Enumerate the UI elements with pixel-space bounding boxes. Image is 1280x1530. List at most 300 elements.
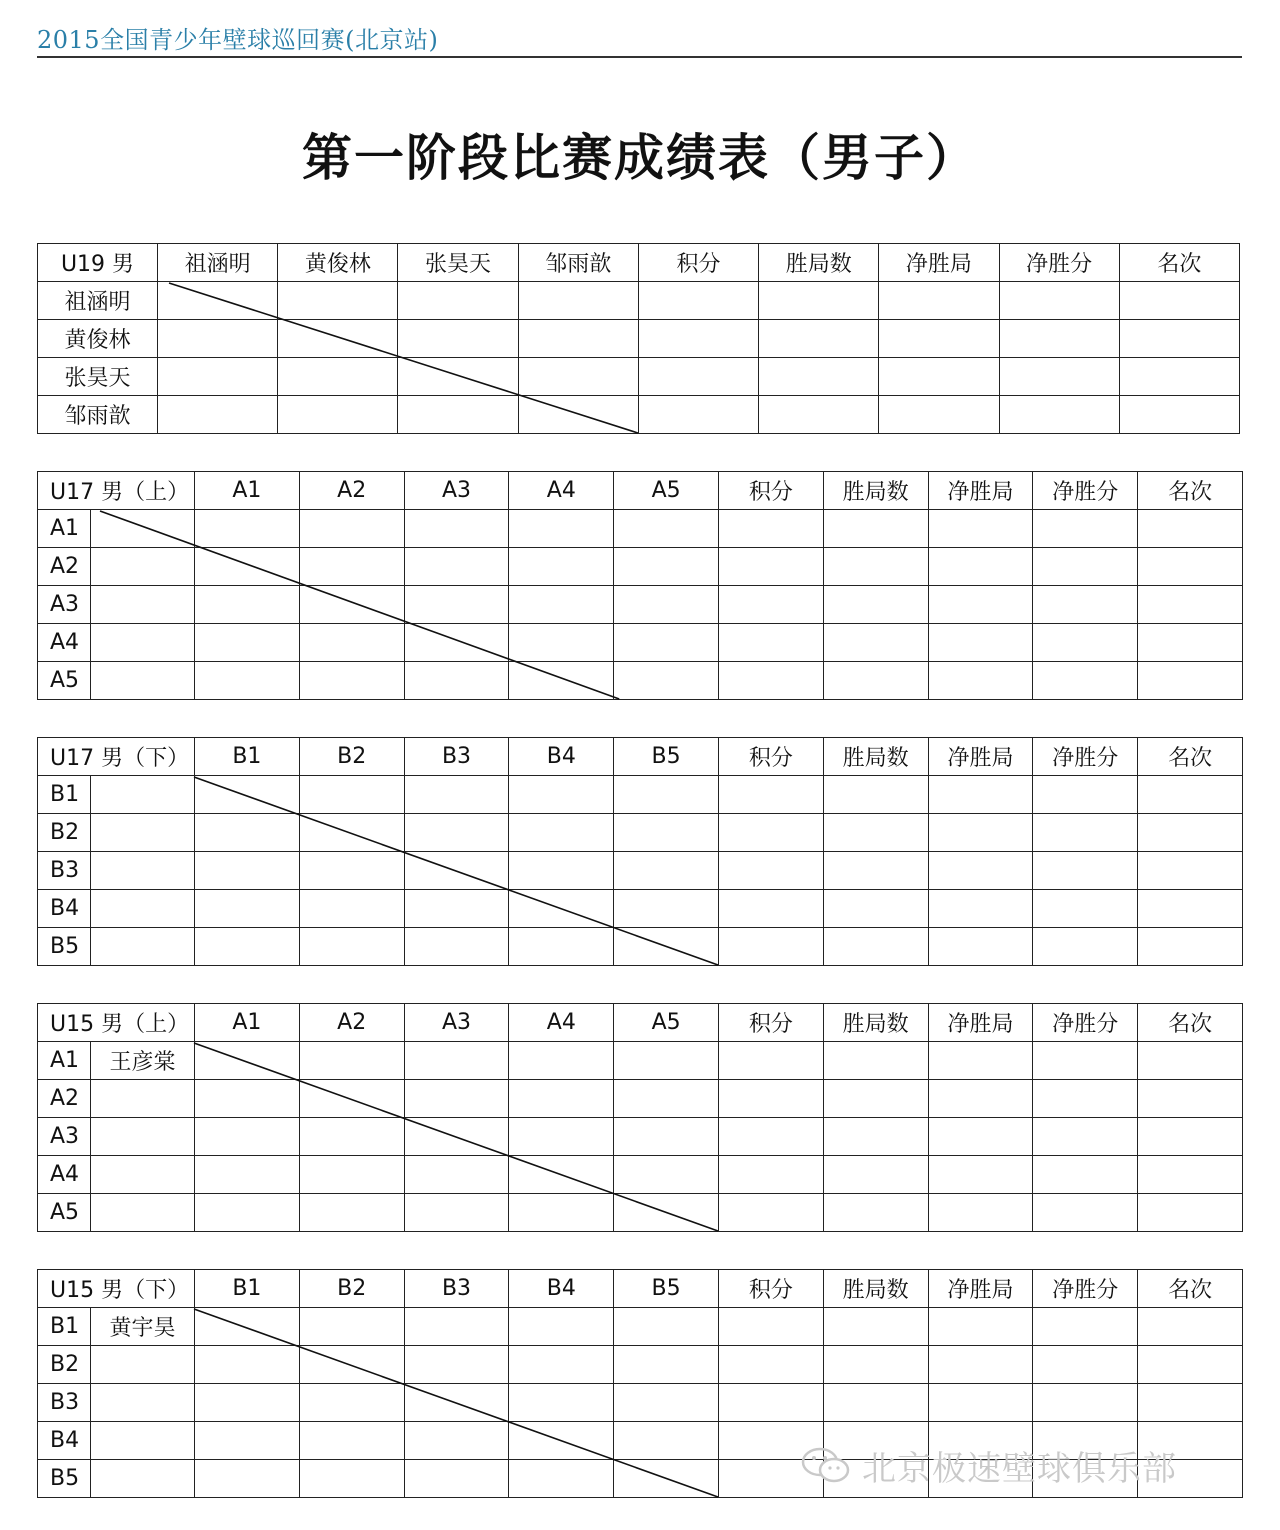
group-label: U17 男（下） xyxy=(38,738,195,776)
match-score-cell xyxy=(404,1194,509,1232)
stat-column-header: 净胜分 xyxy=(1033,1004,1138,1042)
row-label: B4 xyxy=(38,1422,91,1460)
match-score-cell xyxy=(614,1422,719,1460)
match-score-cell xyxy=(195,1422,300,1460)
stat-cell xyxy=(879,282,999,320)
player-column-header: B3 xyxy=(404,1270,509,1308)
row-label: 邹雨歆 xyxy=(38,396,158,434)
stat-cell xyxy=(1033,1346,1138,1384)
stat-column-header: 胜局数 xyxy=(823,1004,928,1042)
stat-cell xyxy=(1033,852,1138,890)
match-score-cell xyxy=(299,1308,404,1346)
match-score-cell xyxy=(195,1194,300,1232)
stat-cell xyxy=(999,282,1119,320)
match-score-cell xyxy=(299,1118,404,1156)
stat-cell xyxy=(1033,1080,1138,1118)
match-score-cell xyxy=(299,1346,404,1384)
stat-cell xyxy=(1119,282,1239,320)
stat-cell xyxy=(928,852,1033,890)
stat-column-header: 净胜局 xyxy=(928,738,1033,776)
match-score-cell xyxy=(509,1080,614,1118)
match-score-cell xyxy=(518,282,638,320)
match-score-cell xyxy=(509,662,614,700)
stat-cell xyxy=(718,1308,823,1346)
match-score-cell xyxy=(509,890,614,928)
stat-cell xyxy=(879,320,999,358)
match-score-cell xyxy=(614,1118,719,1156)
match-score-cell xyxy=(299,624,404,662)
player-column-header: A2 xyxy=(299,1004,404,1042)
match-score-cell xyxy=(195,1118,300,1156)
match-score-cell xyxy=(158,358,278,396)
player-name-cell xyxy=(91,624,195,662)
stat-column-header: 净胜局 xyxy=(879,244,999,282)
match-score-cell xyxy=(195,928,300,966)
stat-cell xyxy=(1033,1308,1138,1346)
stat-column-header: 积分 xyxy=(638,244,758,282)
stat-cell xyxy=(1138,776,1243,814)
stat-cell xyxy=(759,396,879,434)
player-name-cell xyxy=(91,662,195,700)
table-row xyxy=(38,1194,1243,1232)
match-score-cell xyxy=(614,548,719,586)
table-row xyxy=(38,890,1243,928)
table-row xyxy=(38,282,1240,320)
match-score-cell xyxy=(509,928,614,966)
match-score-cell xyxy=(398,320,518,358)
stat-cell xyxy=(718,776,823,814)
player-column-header: A5 xyxy=(614,472,719,510)
match-score-cell xyxy=(278,396,398,434)
match-score-cell xyxy=(614,1460,719,1498)
stat-cell xyxy=(823,852,928,890)
stat-cell xyxy=(1033,548,1138,586)
stat-cell xyxy=(823,1194,928,1232)
row-label: A3 xyxy=(38,586,91,624)
match-score-cell xyxy=(614,1308,719,1346)
table-row xyxy=(38,320,1240,358)
score-table xyxy=(37,1003,1242,1231)
player-column-header: 祖涵明 xyxy=(158,244,278,282)
stat-column-header: 净胜分 xyxy=(1033,738,1138,776)
stat-cell xyxy=(928,624,1033,662)
match-score-cell xyxy=(509,586,614,624)
player-column-header: A3 xyxy=(404,1004,509,1042)
stat-column-header: 积分 xyxy=(718,472,823,510)
stat-cell xyxy=(1138,814,1243,852)
match-score-cell xyxy=(398,396,518,434)
stat-cell xyxy=(1138,1308,1243,1346)
match-score-cell xyxy=(614,662,719,700)
stat-cell xyxy=(1119,396,1239,434)
match-score-cell xyxy=(299,776,404,814)
stat-column-header: 净胜局 xyxy=(928,472,1033,510)
stat-cell xyxy=(1033,510,1138,548)
match-score-cell xyxy=(614,624,719,662)
table-row xyxy=(38,1384,1243,1422)
match-score-cell xyxy=(278,282,398,320)
match-score-cell xyxy=(195,1384,300,1422)
stat-cell xyxy=(1138,890,1243,928)
stat-cell xyxy=(1138,928,1243,966)
stat-cell xyxy=(718,890,823,928)
table-row xyxy=(38,1118,1243,1156)
stat-cell xyxy=(759,358,879,396)
stat-cell xyxy=(928,510,1033,548)
row-label: B2 xyxy=(38,1346,91,1384)
stat-cell xyxy=(928,1042,1033,1080)
player-column-header: A2 xyxy=(299,472,404,510)
table-row xyxy=(38,1308,1243,1346)
stat-cell xyxy=(823,814,928,852)
stat-cell xyxy=(1138,1384,1243,1422)
stat-cell xyxy=(823,548,928,586)
table-row xyxy=(38,510,1243,548)
player-column-header: A4 xyxy=(509,1004,614,1042)
match-score-cell xyxy=(404,548,509,586)
stat-cell xyxy=(1033,814,1138,852)
stat-cell xyxy=(823,1346,928,1384)
player-column-header: A1 xyxy=(195,1004,300,1042)
stat-cell xyxy=(1033,890,1138,928)
stat-cell xyxy=(823,776,928,814)
match-score-cell xyxy=(404,1042,509,1080)
player-column-header: A4 xyxy=(509,472,614,510)
player-name-cell xyxy=(91,1118,195,1156)
match-score-cell xyxy=(195,548,300,586)
stat-cell xyxy=(823,1308,928,1346)
match-score-cell xyxy=(518,396,638,434)
player-column-header: B5 xyxy=(614,738,719,776)
stat-cell xyxy=(1138,624,1243,662)
match-score-cell xyxy=(404,890,509,928)
match-score-cell xyxy=(509,1346,614,1384)
player-name-cell xyxy=(91,1156,195,1194)
match-score-cell xyxy=(299,1156,404,1194)
stat-cell xyxy=(879,358,999,396)
match-score-cell xyxy=(299,1422,404,1460)
stat-cell xyxy=(928,928,1033,966)
group-label: U15 男（上） xyxy=(38,1004,195,1042)
stat-cell xyxy=(718,1042,823,1080)
stat-cell xyxy=(823,586,928,624)
stat-column-header: 净胜分 xyxy=(999,244,1119,282)
match-score-cell xyxy=(509,1042,614,1080)
match-score-cell xyxy=(299,662,404,700)
stat-cell xyxy=(823,1384,928,1422)
match-score-cell xyxy=(299,890,404,928)
player-name-cell xyxy=(91,1080,195,1118)
wechat-icon xyxy=(800,1445,852,1485)
match-score-cell xyxy=(299,548,404,586)
player-column-header: 黄俊林 xyxy=(278,244,398,282)
match-score-cell xyxy=(509,814,614,852)
stat-cell xyxy=(1138,1156,1243,1194)
stat-cell xyxy=(1138,662,1243,700)
stat-cell xyxy=(928,814,1033,852)
stat-cell xyxy=(1138,586,1243,624)
table-row xyxy=(38,1156,1243,1194)
player-name-cell xyxy=(91,548,195,586)
stat-cell xyxy=(1138,510,1243,548)
stat-column-header: 净胜局 xyxy=(928,1270,1033,1308)
match-score-cell xyxy=(195,586,300,624)
row-label: A5 xyxy=(38,662,91,700)
stat-cell xyxy=(718,662,823,700)
row-label: A1 xyxy=(38,1042,91,1080)
match-score-cell xyxy=(509,776,614,814)
table-row xyxy=(38,1346,1243,1384)
match-score-cell xyxy=(195,662,300,700)
stat-cell xyxy=(718,814,823,852)
player-name-cell xyxy=(91,510,195,548)
row-label: B4 xyxy=(38,890,91,928)
stat-cell xyxy=(718,586,823,624)
match-score-cell xyxy=(404,1156,509,1194)
match-score-cell xyxy=(404,928,509,966)
event-title: 2015全国青少年壁球巡回赛(北京站) xyxy=(37,26,439,54)
player-column-header: A5 xyxy=(614,1004,719,1042)
stat-cell xyxy=(928,1118,1033,1156)
match-score-cell xyxy=(299,1384,404,1422)
match-score-cell xyxy=(509,1422,614,1460)
match-score-cell xyxy=(614,890,719,928)
match-score-cell xyxy=(195,1308,300,1346)
match-score-cell xyxy=(404,852,509,890)
match-score-cell xyxy=(404,1384,509,1422)
stat-cell xyxy=(823,510,928,548)
stat-cell xyxy=(1033,1042,1138,1080)
stat-cell xyxy=(638,282,758,320)
stat-cell xyxy=(928,1384,1033,1422)
match-score-cell xyxy=(398,282,518,320)
row-label: A3 xyxy=(38,1118,91,1156)
match-score-cell xyxy=(404,624,509,662)
match-score-cell xyxy=(278,358,398,396)
row-label: A5 xyxy=(38,1194,91,1232)
score-table xyxy=(37,471,1242,699)
match-score-cell xyxy=(404,510,509,548)
row-label: 张昊天 xyxy=(38,358,158,396)
player-column-header: B4 xyxy=(509,1270,614,1308)
stat-cell xyxy=(823,928,928,966)
row-label: A2 xyxy=(38,548,91,586)
stat-column-header: 积分 xyxy=(718,738,823,776)
table-row xyxy=(38,586,1243,624)
match-score-cell xyxy=(509,1156,614,1194)
match-score-cell xyxy=(195,1080,300,1118)
match-score-cell xyxy=(195,776,300,814)
match-score-cell xyxy=(158,320,278,358)
match-score-cell xyxy=(195,1156,300,1194)
match-score-cell xyxy=(404,1346,509,1384)
match-score-cell xyxy=(509,548,614,586)
table-row xyxy=(38,358,1240,396)
match-score-cell xyxy=(614,1042,719,1080)
stat-cell xyxy=(928,1194,1033,1232)
match-score-cell xyxy=(404,814,509,852)
stat-cell xyxy=(718,852,823,890)
stat-cell xyxy=(718,1118,823,1156)
stat-column-header: 净胜分 xyxy=(1033,1270,1138,1308)
stat-cell xyxy=(928,586,1033,624)
match-score-cell xyxy=(404,1422,509,1460)
score-table xyxy=(37,737,1242,965)
player-column-header: 张昊天 xyxy=(398,244,518,282)
stat-cell xyxy=(718,1346,823,1384)
stat-cell xyxy=(823,1042,928,1080)
table-row xyxy=(38,1080,1243,1118)
table-row xyxy=(38,1042,1243,1080)
stat-cell xyxy=(1033,1156,1138,1194)
match-score-cell xyxy=(518,320,638,358)
match-score-cell xyxy=(398,358,518,396)
player-column-header: A1 xyxy=(195,472,300,510)
match-score-cell xyxy=(195,890,300,928)
match-score-cell xyxy=(195,624,300,662)
match-score-cell xyxy=(299,1080,404,1118)
stat-cell xyxy=(718,624,823,662)
match-score-cell xyxy=(614,1156,719,1194)
stat-column-header: 名次 xyxy=(1138,472,1243,510)
match-score-cell xyxy=(614,1346,719,1384)
match-score-cell xyxy=(509,1194,614,1232)
row-label: B2 xyxy=(38,814,91,852)
match-score-cell xyxy=(195,510,300,548)
stat-cell xyxy=(718,1384,823,1422)
match-score-cell xyxy=(299,928,404,966)
stat-column-header: 名次 xyxy=(1138,1004,1243,1042)
group-label: U15 男（下） xyxy=(38,1270,195,1308)
stat-cell xyxy=(823,624,928,662)
match-score-cell xyxy=(404,662,509,700)
stat-cell xyxy=(718,510,823,548)
match-score-cell xyxy=(404,1118,509,1156)
match-score-cell xyxy=(509,624,614,662)
page-title: 第一阶段比赛成绩表（男子） xyxy=(302,129,978,187)
stat-cell xyxy=(928,662,1033,700)
match-score-cell xyxy=(299,1042,404,1080)
player-name-cell xyxy=(91,814,195,852)
table-row xyxy=(38,662,1243,700)
table-row xyxy=(38,928,1243,966)
table-row xyxy=(38,548,1243,586)
player-column-header: B3 xyxy=(404,738,509,776)
table-row xyxy=(38,814,1243,852)
match-score-cell xyxy=(278,320,398,358)
group-label: U17 男（上） xyxy=(38,472,195,510)
stat-cell xyxy=(1033,1118,1138,1156)
player-column-header: B5 xyxy=(614,1270,719,1308)
player-name-cell: 黄宇昊 xyxy=(91,1308,195,1346)
stat-cell xyxy=(638,320,758,358)
stat-cell xyxy=(823,1156,928,1194)
stat-cell xyxy=(1138,1118,1243,1156)
match-score-cell xyxy=(299,1460,404,1498)
stat-cell xyxy=(928,776,1033,814)
match-score-cell xyxy=(195,1460,300,1498)
match-score-cell xyxy=(614,510,719,548)
stat-cell xyxy=(1033,776,1138,814)
match-score-cell xyxy=(509,1384,614,1422)
player-name-cell xyxy=(91,776,195,814)
stat-cell xyxy=(1138,852,1243,890)
stat-cell xyxy=(759,320,879,358)
player-name-cell xyxy=(91,890,195,928)
match-score-cell xyxy=(509,852,614,890)
player-column-header: B4 xyxy=(509,738,614,776)
stat-column-header: 胜局数 xyxy=(823,472,928,510)
stat-cell xyxy=(1138,548,1243,586)
table-row xyxy=(38,396,1240,434)
stat-cell xyxy=(638,396,758,434)
stat-cell xyxy=(823,1080,928,1118)
stat-cell xyxy=(928,1156,1033,1194)
match-score-cell xyxy=(404,1308,509,1346)
stat-cell xyxy=(1138,1042,1243,1080)
stat-column-header: 胜局数 xyxy=(823,738,928,776)
player-name-cell xyxy=(91,1422,195,1460)
match-score-cell xyxy=(195,814,300,852)
stat-cell xyxy=(718,1194,823,1232)
player-name-cell xyxy=(91,928,195,966)
player-column-header: B1 xyxy=(195,738,300,776)
player-name-cell xyxy=(91,1384,195,1422)
stat-cell xyxy=(999,396,1119,434)
match-score-cell xyxy=(614,1194,719,1232)
match-score-cell xyxy=(195,1042,300,1080)
row-label: B5 xyxy=(38,1460,91,1498)
stat-cell xyxy=(928,890,1033,928)
stat-column-header: 积分 xyxy=(718,1004,823,1042)
match-score-cell xyxy=(404,586,509,624)
stat-cell xyxy=(823,1118,928,1156)
match-score-cell xyxy=(158,396,278,434)
match-score-cell xyxy=(299,1194,404,1232)
match-score-cell xyxy=(614,1080,719,1118)
score-table xyxy=(37,243,1239,433)
stat-cell xyxy=(718,1156,823,1194)
match-score-cell xyxy=(158,282,278,320)
match-score-cell xyxy=(614,852,719,890)
stat-cell xyxy=(999,320,1119,358)
stat-cell xyxy=(638,358,758,396)
player-column-header: B2 xyxy=(299,1270,404,1308)
stat-cell xyxy=(759,282,879,320)
stat-cell xyxy=(1033,1384,1138,1422)
match-score-cell xyxy=(614,1384,719,1422)
player-column-header: 邹雨歆 xyxy=(518,244,638,282)
stat-cell xyxy=(1033,1194,1138,1232)
table-row xyxy=(38,852,1243,890)
stat-column-header: 净胜局 xyxy=(928,1004,1033,1042)
player-name-cell xyxy=(91,1194,195,1232)
stat-cell xyxy=(928,1080,1033,1118)
row-label: A2 xyxy=(38,1080,91,1118)
stat-cell xyxy=(1138,1194,1243,1232)
stat-column-header: 名次 xyxy=(1138,738,1243,776)
row-label: B1 xyxy=(38,1308,91,1346)
player-name-cell xyxy=(91,1460,195,1498)
player-name-cell xyxy=(91,1346,195,1384)
match-score-cell xyxy=(404,1080,509,1118)
stat-cell xyxy=(1033,662,1138,700)
match-score-cell xyxy=(404,1460,509,1498)
stat-column-header: 胜局数 xyxy=(823,1270,928,1308)
player-name-cell: 王彦棠 xyxy=(91,1042,195,1080)
page-header xyxy=(37,18,1242,58)
match-score-cell xyxy=(509,1118,614,1156)
